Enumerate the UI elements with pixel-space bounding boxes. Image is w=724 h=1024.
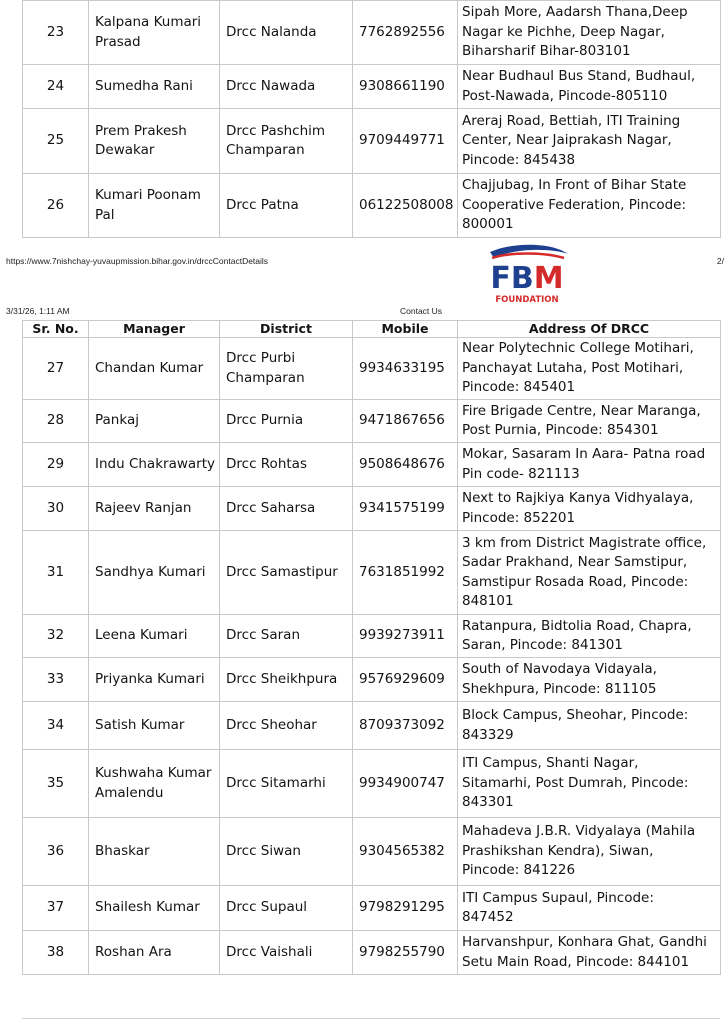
table-row [23, 109, 721, 174]
manager-cell: Rajeev Ranjan [89, 487, 220, 531]
sr-no-cell: 34 [23, 702, 89, 750]
mobile-cell: 9798291295 [353, 886, 458, 931]
sr-no-cell: 38 [23, 931, 89, 975]
address-cell: Block Campus, Sheohar, Pincode: 843329 [458, 702, 721, 750]
district-cell: Drcc Saharsa [220, 487, 353, 531]
manager-cell: Bhaskar [89, 818, 220, 886]
district-cell: Drcc Siwan [220, 818, 353, 886]
page-bottom-divider [22, 1018, 720, 1019]
manager-cell: Sandhya Kumari [89, 531, 220, 615]
mobile-cell: 7762892556 [353, 1, 458, 65]
table-row [23, 658, 721, 702]
mobile-cell: 9798255790 [353, 931, 458, 975]
header-address: Address Of DRCC [458, 321, 721, 338]
sr-no-cell: 28 [23, 400, 89, 443]
manager-cell: Indu Chakrawarty [89, 443, 220, 487]
table-row [23, 338, 721, 400]
table-row [23, 531, 721, 615]
sr-no-cell: 24 [23, 65, 89, 109]
sr-no-cell: 33 [23, 658, 89, 702]
manager-cell: Kumari Poonam Pal [89, 174, 220, 238]
mobile-cell: 9709449771 [353, 109, 458, 174]
district-cell: Drcc Vaishali [220, 931, 353, 975]
sr-no-cell: 25 [23, 109, 89, 174]
address-cell: Ratanpura, Bidtolia Road, Chapra, Saran, Pincode: 841301 [458, 615, 721, 658]
address-cell: 3 km from District Magistrate office, Sadar Prakhand, Near Samstipur, Samstipur Rosada Road, Pincode: 848101 [458, 531, 721, 615]
table-row [23, 702, 721, 750]
mobile-cell: 06122508008 [353, 174, 458, 238]
table-row [23, 886, 721, 931]
district-cell: Drcc Sitamarhi [220, 750, 353, 818]
mobile-cell: 9934633195 [353, 338, 458, 400]
address-cell: Fire Brigade Centre, Near Maranga, Post Purnia, Pincode: 854301 [458, 400, 721, 443]
address-cell: ITI Campus, Shanti Nagar, Sitamarhi, Post Dumrah, Pincode: 843301 [458, 750, 721, 818]
manager-cell: Priyanka Kumari [89, 658, 220, 702]
address-cell: ITI Campus Supaul, Pincode: 847452 [458, 886, 721, 931]
address-cell: Next to Rajkiya Kanya Vidhyalaya, Pincode: 852201 [458, 487, 721, 531]
sr-no-cell: 31 [23, 531, 89, 615]
sr-no-cell: 32 [23, 615, 89, 658]
manager-cell: Kushwaha Kumar Amalendu [89, 750, 220, 818]
mobile-cell: 8709373092 [353, 702, 458, 750]
mobile-cell: 7631851992 [353, 531, 458, 615]
address-cell: Harvanshpur, Konhara Ghat, Gandhi Setu Main Road, Pincode: 844101 [458, 931, 721, 975]
manager-cell: Chandan Kumar [89, 338, 220, 400]
district-cell: Drcc Nawada [220, 65, 353, 109]
sr-no-cell: 36 [23, 818, 89, 886]
address-cell: South of Navodaya Vidayala, Shekhpura, Pincode: 811105 [458, 658, 721, 702]
mobile-cell: 9576929609 [353, 658, 458, 702]
district-cell: Drcc Purnia [220, 400, 353, 443]
table-row [23, 174, 721, 238]
manager-cell: Satish Kumar [89, 702, 220, 750]
mobile-cell: 9508648676 [353, 443, 458, 487]
manager-cell: Kalpana Kumari Prasad [89, 1, 220, 65]
table-row [23, 818, 721, 886]
district-cell: Drcc Sheohar [220, 702, 353, 750]
manager-cell: Shailesh Kumar [89, 886, 220, 931]
manager-cell: Prem Prakesh Dewakar [89, 109, 220, 174]
mobile-cell: 9939273911 [353, 615, 458, 658]
sr-no-cell: 26 [23, 174, 89, 238]
drcc-table-top [22, 0, 721, 238]
district-cell: Drcc Samastipur [220, 531, 353, 615]
sr-no-cell: 30 [23, 487, 89, 531]
address-cell: Areraj Road, Bettiah, ITI Training Center, Near Jaiprakash Nagar, Pincode: 845438 [458, 109, 721, 174]
page-number: 2/ [716, 256, 724, 266]
mobile-cell: 9934900747 [353, 750, 458, 818]
mobile-cell: 9308661190 [353, 65, 458, 109]
address-cell: Sipah More, Aadarsh Thana,Deep Nagar ke Pichhe, Deep Nagar, Biharsharif Bihar-803101 [458, 1, 721, 65]
svg-text:FOUNDATION: FOUNDATION [495, 295, 559, 305]
mobile-cell: 9304565382 [353, 818, 458, 886]
header-mobile: Mobile [353, 321, 458, 338]
table-row [23, 487, 721, 531]
table-row [23, 1, 721, 65]
table-row [23, 750, 721, 818]
table-row [23, 65, 721, 109]
address-cell: Mahadeva J.B.R. Vidyalaya (Mahila Prashikshan Kendra), Siwan, Pincode: 841226 [458, 818, 721, 886]
page-url: https://www.7nishchay-yuvaupmission.bihar.gov.in/drccContactDetails [6, 256, 269, 266]
sr-no-cell: 35 [23, 750, 89, 818]
address-cell: Chajjubag, In Front of Bihar State Cooperative Federation, Pincode: 800001 [458, 174, 721, 238]
district-cell: Drcc Pashchim Champaran [220, 109, 353, 174]
manager-cell: Sumedha Rani [89, 65, 220, 109]
header-district: District [220, 321, 353, 338]
address-cell: Near Polytechnic College Motihari, Panchayat Lutaha, Post Motihari, Pincode: 845401 [458, 338, 721, 400]
mobile-cell: 9471867656 [353, 400, 458, 443]
table-row [23, 931, 721, 975]
table-header-row [23, 321, 721, 338]
page-title: Contact Us [400, 306, 443, 316]
address-cell: Near Budhaul Bus Stand, Budhaul, Post-Nawada, Pincode-805110 [458, 65, 721, 109]
district-cell: Drcc Sheikhpura [220, 658, 353, 702]
sr-no-cell: 29 [23, 443, 89, 487]
sr-no-cell: 37 [23, 886, 89, 931]
address-cell: Mokar, Sasaram In Aara- Patna road Pin code- 821113 [458, 443, 721, 487]
table-row [23, 615, 721, 658]
table-row [23, 400, 721, 443]
fbm-foundation-logo [482, 244, 572, 308]
manager-cell: Leena Kumari [89, 615, 220, 658]
district-cell: Drcc Rohtas [220, 443, 353, 487]
mobile-cell: 9341575199 [353, 487, 458, 531]
svg-text:FBM: FBM [490, 261, 564, 296]
district-cell: Drcc Purbi Champaran [220, 338, 353, 400]
drcc-table-bottom [22, 320, 721, 975]
table-row [23, 443, 721, 487]
district-cell: Drcc Supaul [220, 886, 353, 931]
district-cell: Drcc Saran [220, 615, 353, 658]
sr-no-cell: 23 [23, 1, 89, 65]
header-manager: Manager [89, 321, 220, 338]
manager-cell: Roshan Ara [89, 931, 220, 975]
sr-no-cell: 27 [23, 338, 89, 400]
manager-cell: Pankaj [89, 400, 220, 443]
header-sr-no: Sr. No. [23, 321, 89, 338]
district-cell: Drcc Patna [220, 174, 353, 238]
print-datetime: 3/31/26, 1:11 AM [6, 306, 70, 316]
district-cell: Drcc Nalanda [220, 1, 353, 65]
